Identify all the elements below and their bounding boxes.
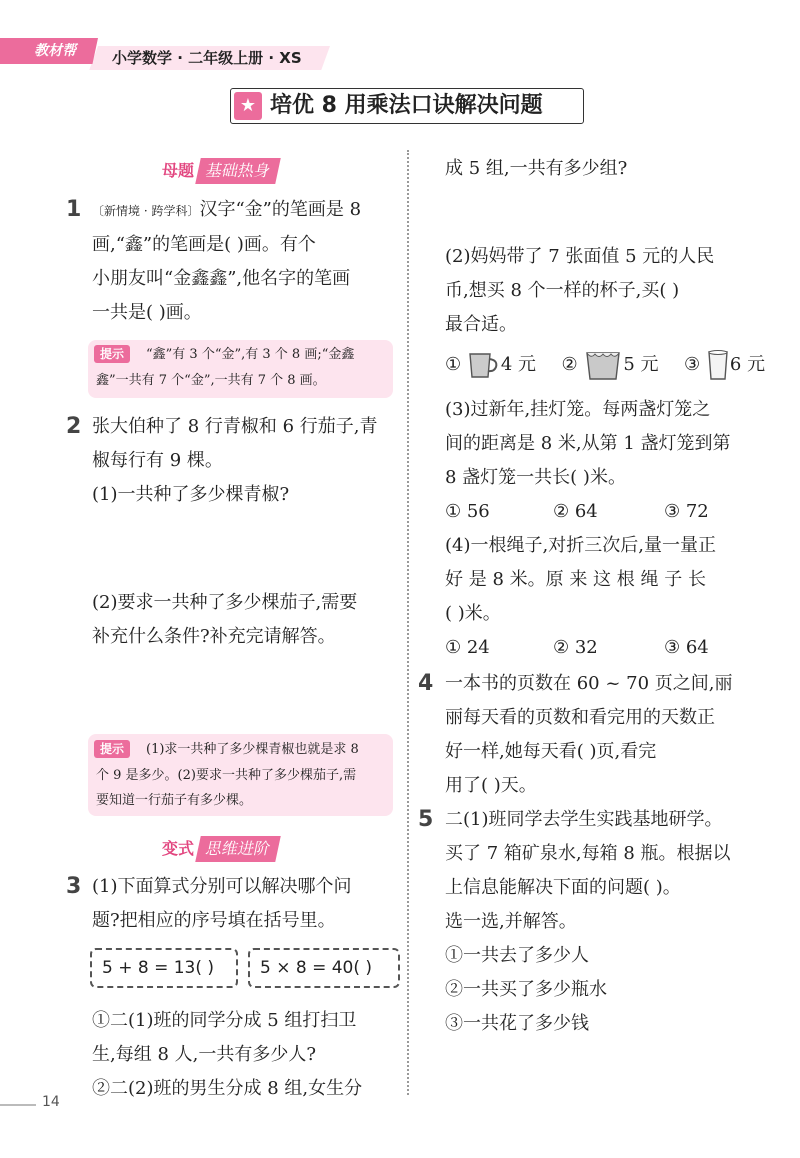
q4-line: 丽每天看的页数和看完用的天数正 (445, 707, 715, 728)
star-icon: ★ (234, 92, 262, 120)
cup-price: 6 元 (729, 354, 766, 375)
q3-line: (1)下面算式分别可以解决哪个问 (92, 876, 352, 897)
brand-tag: 教材帮 (0, 38, 98, 64)
q3-p4-option: ③ 64 (664, 637, 709, 658)
option-marker: ① (445, 354, 467, 375)
section-mother-tag: 基础热身 (195, 158, 281, 184)
section-variant (162, 836, 278, 862)
hint-line: (1)求一共种了多少棵青椒也就是求 8 (146, 742, 359, 757)
q3-option-line: 生,每组 8 人,一共有多少人? (92, 1044, 316, 1065)
q3-p2-line: 币,想买 8 个一样的杯子,买( ) (445, 280, 680, 301)
question-3 (92, 870, 352, 938)
q3-p3-option: ③ 72 (664, 501, 709, 522)
q3-p3-line: 间的距离是 8 米,从第 1 盏灯笼到第 (445, 433, 731, 454)
question-1 (92, 193, 361, 330)
q5-line: 选一选,并解答。 (445, 911, 577, 932)
hint-box-1 (88, 340, 393, 398)
cup-price: 5 元 (623, 354, 659, 375)
q1-line: 画,“鑫”的笔画是( )画。有个 (92, 234, 316, 255)
q5-option: ②一共买了多少瓶水 (445, 979, 607, 1000)
question-4 (445, 667, 733, 803)
glass-icon (706, 349, 730, 381)
question-3-options (92, 1004, 362, 1106)
question-3-part-3 (445, 393, 731, 495)
q1-line: 〔新情境 · 跨学科〕汉字“金”的笔画是 8 (92, 199, 362, 220)
cup-icon (583, 349, 623, 381)
question-2 (92, 410, 378, 512)
q3-option-line: ①二(1)班的同学分成 5 组打扫卫 (92, 1010, 357, 1031)
hint-line: 鑫”一共有 7 个“金”,一共有 7 个 8 画。 (96, 373, 326, 388)
q5-line: 二(1)班同学去学生实践基地研学。 (445, 809, 723, 830)
cup-price: 4 元 (500, 354, 537, 375)
q5-option: ③一共花了多少钱 (445, 1013, 589, 1034)
q3-p4-option: ② 32 (553, 637, 598, 658)
q3-line: 题?把相应的序号填在括号里。 (92, 910, 336, 931)
q3-p3-line: (3)过新年,挂灯笼。每两盏灯笼之 (445, 399, 711, 420)
q4-line: 好一样,她每天看( )页,看完 (445, 741, 657, 762)
q3-p3-line: 8 盏灯笼一共长( )米。 (445, 467, 626, 488)
q3-p4-line: ( )米。 (445, 603, 501, 624)
cup-options (445, 348, 765, 382)
question-3-part-4 (445, 529, 716, 631)
q1-line: 小朋友叫“金鑫鑫”,他名字的笔画 (92, 268, 351, 289)
equation-box-2: 5 × 8 = 40( ) (248, 948, 400, 988)
subject-label: 小学数学 · 二年级上册 · XS (112, 49, 302, 67)
option-marker: ② (561, 354, 584, 375)
q2-line: (2)要求一共种了多少棵茄子,需要 (92, 592, 358, 613)
question-number-5: 5 (418, 807, 434, 832)
question-3-part-2 (445, 240, 714, 342)
hint-line: “鑫”有 3 个“金”,有 3 个 8 画;“金鑫 (146, 347, 355, 362)
question-number-3: 3 (66, 874, 82, 899)
page-number: 14 (42, 1094, 60, 1110)
q3-p3-option: ① 56 (445, 501, 490, 522)
q2-line: 补充什么条件?补充完请解答。 (92, 626, 336, 647)
column-divider (407, 150, 409, 1095)
q2-line: 张大伯种了 8 行青椒和 6 行茄子,青 (92, 416, 378, 437)
question-5 (445, 803, 731, 1041)
q3-p4-line: 好 是 8 米。原 来 这 根 绳 子 长 (445, 569, 706, 590)
section-variant-tag: 思维进阶 (195, 836, 281, 862)
hint-tag: 提示 (94, 345, 130, 363)
section-mother-label: 母题 (162, 161, 195, 180)
page-title: 培优 8 用乘法口诀解决问题 (270, 93, 543, 118)
q3-p2-line: (2)妈妈带了 7 张面值 5 元的人民 (445, 246, 715, 267)
hint-line: 个 9 是多少。(2)要求一共种了多少棵茄子,需 (96, 768, 357, 783)
question-2-part-2 (92, 586, 357, 654)
question-number-2: 2 (66, 414, 82, 439)
section-variant-label: 变式 (162, 839, 195, 858)
q3-p4-option: ① 24 (445, 637, 490, 658)
q5-line: 买了 7 箱矿泉水,每箱 8 瓶。根据以 (445, 843, 731, 864)
q3-p4-line: (4)一根绳子,对折三次后,量一量正 (445, 535, 716, 556)
page-number-rule (0, 1104, 36, 1106)
q1-line: 一共是( )画。 (92, 302, 202, 323)
option-marker: ③ (684, 354, 706, 375)
q2-line: (1)一共种了多少棵青椒? (92, 484, 290, 505)
equation-box-1: 5 + 8 = 13( ) (90, 948, 238, 988)
hint-line: 要知道一行茄子有多少棵。 (96, 793, 253, 808)
question-number-1: 1 (66, 197, 82, 222)
section-mother (162, 158, 278, 184)
q3-p3-option: ② 64 (553, 501, 598, 522)
q2-line: 椒每行有 9 棵。 (92, 450, 223, 471)
q4-line: 一本书的页数在 60 ~ 70 页之间,丽 (445, 673, 733, 694)
q3-option-line: ②二(2)班的男生分成 8 组,女生分 (92, 1078, 363, 1099)
question-number-4: 4 (418, 671, 434, 696)
q5-option: ①一共去了多少人 (445, 945, 589, 966)
q3-p2-line: 最合适。 (445, 314, 517, 335)
mug-icon (467, 350, 501, 380)
q4-line: 用了( )天。 (445, 775, 537, 796)
q3-continued-line: 成 5 组,一共有多少组? (445, 158, 628, 179)
q5-line: 上信息能解决下面的问题( )。 (445, 877, 681, 898)
hint-tag: 提示 (94, 740, 130, 758)
q1-line-rest: 汉字“金”的笔画是 8 (199, 199, 362, 220)
hint-box-2 (88, 734, 393, 816)
